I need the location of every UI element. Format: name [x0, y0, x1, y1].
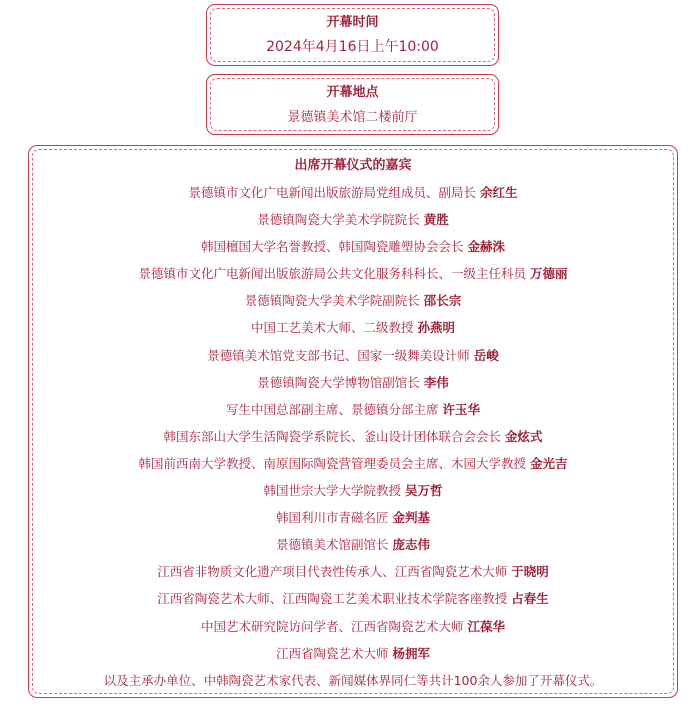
- guest-name: 万德丽: [530, 266, 568, 282]
- guest-name: 金判基: [392, 510, 431, 526]
- closing-note: 以及主承办单位、中韩陶瓷艺术家代表、新闻媒体界同仁等共计100余人参加了开幕仪式。: [103, 672, 603, 688]
- guest-item: [29, 260, 677, 287]
- guest-name: 许玉华: [442, 401, 481, 417]
- guest-title: 写生中国总部副主席、景德镇分部主席: [225, 401, 439, 417]
- guest-name: 余红生: [480, 185, 518, 200]
- guest-name: 吴万哲: [405, 483, 443, 499]
- guest-item: [29, 613, 677, 640]
- guest-name: 于晓明: [511, 564, 549, 580]
- opening-time-card: [206, 4, 499, 66]
- guest-title: 江西省陶瓷艺术大师、江西陶瓷工艺美术职业技术学院客座教授: [157, 591, 508, 607]
- guest-name: 邵长宗: [423, 293, 462, 309]
- guest-title: 景德镇陶瓷大学博物馆副馆长: [257, 374, 420, 390]
- guest-title: 江西省陶瓷艺术大师: [275, 645, 389, 661]
- guest-title: 韩国东部山大学生活陶瓷学系院长、釜山设计团体联合会会长: [163, 428, 501, 444]
- guest-list: [29, 179, 677, 667]
- guest-title: 韩国利川市青磁名匠: [275, 510, 389, 526]
- guest-item: [29, 558, 677, 585]
- guest-item: [29, 396, 677, 423]
- guest-title: 韩国世宗大学大学院教授: [263, 483, 401, 499]
- guest-item: [29, 640, 677, 667]
- guest-name: 江葆华: [467, 618, 506, 634]
- guest-item: [29, 504, 677, 531]
- guest-name: 金光吉: [530, 455, 568, 471]
- guest-title: 韩国前西南大学教授、南原国际陶瓷营管理委员会主席、木园大学教授: [138, 455, 526, 471]
- guest-item: [29, 423, 677, 450]
- guest-title: 中国工艺美术大师、二级教授: [250, 320, 414, 336]
- guest-name: 杨拥军: [392, 645, 431, 661]
- guest-item: [29, 531, 677, 558]
- opening-time-value: 2024年4月16日上午10:00: [266, 39, 439, 55]
- opening-place-value: 景德镇美术馆二楼前厅: [287, 110, 418, 125]
- guest-title: 景德镇市文化广电新闻出版旅游局公共文化服务科科长、一级主任科员: [138, 266, 526, 282]
- opening-place-card: [206, 74, 499, 135]
- guest-item: [29, 450, 677, 477]
- guest-item: [29, 233, 677, 260]
- guest-title: 景德镇美术馆党支部书记、国家一级舞美设计师: [207, 347, 470, 363]
- guest-title: 景德镇陶瓷大学美术学院院长: [257, 212, 420, 228]
- opening-time-label: 开幕时间: [326, 15, 379, 30]
- guest-item: [29, 206, 677, 233]
- guest-name: 占春生: [511, 591, 549, 607]
- guest-item: [29, 314, 677, 341]
- guest-name: 岳峻: [473, 347, 499, 363]
- guest-item: [29, 477, 677, 504]
- guests-label: 出席开幕仪式的嘉宾: [294, 158, 412, 173]
- guest-item: [29, 342, 677, 369]
- guest-title: 中国艺术研究院访问学者、江西省陶瓷艺术大师: [200, 618, 464, 634]
- guest-name: 孙燕明: [417, 320, 456, 336]
- guest-title: 景德镇市文化广电新闻出版旅游局党组成员、副局长: [188, 185, 476, 200]
- guest-item: [29, 585, 677, 612]
- guest-title: 景德镇陶瓷大学美术学院副院长: [244, 293, 420, 309]
- guest-name: 庞志伟: [392, 537, 431, 553]
- guest-item: [29, 179, 677, 206]
- guest-item: [29, 287, 677, 314]
- guest-name: 李伟: [423, 374, 449, 390]
- guests-card: [28, 145, 678, 698]
- guest-title: 韩国檀国大学名誉教授、韩国陶瓷雕塑协会会长: [200, 239, 464, 255]
- guest-title: 景德镇美术馆副馆长: [275, 537, 389, 553]
- guest-name: 金赫洙: [467, 239, 506, 255]
- guest-name: 黄胜: [423, 212, 449, 228]
- guest-title: 江西省非物质文化遗产项目代表性传承人、江西省陶瓷艺术大师: [157, 564, 508, 580]
- opening-place-label: 开幕地点: [326, 85, 379, 100]
- guest-item: [29, 369, 677, 396]
- guest-name: 金炫式: [505, 428, 543, 444]
